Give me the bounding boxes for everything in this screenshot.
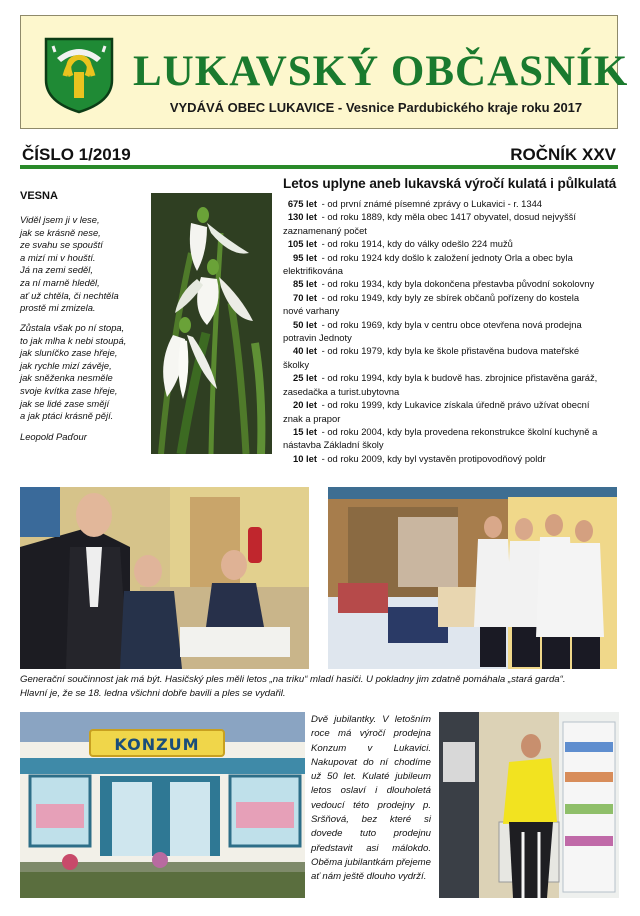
poem-line: Já na zemi seděl, bbox=[20, 264, 93, 276]
poem-line: jak se lidé zase smějí bbox=[20, 397, 110, 409]
caption-line: Generační součinnost jak má být. Hasičský ples měli letos „na triku“ mladí hasiči. U pokladny jim zdatně pomáhala „stará garda“. bbox=[20, 674, 566, 685]
poem-line: ze svahu se spouští bbox=[20, 239, 103, 251]
anniversary-years: 85 let bbox=[293, 278, 317, 290]
anniversary-line bbox=[283, 344, 619, 357]
anniversary-line bbox=[283, 237, 619, 250]
anniversaries-title: Letos uplyne aneb lukavská výročí kulatá i půlkulatá bbox=[283, 176, 617, 191]
anniversary-line bbox=[283, 197, 619, 210]
anniversary-line bbox=[283, 277, 619, 290]
anniversary-text: potravin Jednoty bbox=[283, 332, 352, 344]
poem-stanza-1 bbox=[20, 214, 150, 315]
anniversary-years: 50 let bbox=[293, 318, 317, 330]
anniversary-text: - od roku 1924 kdy došlo k založení jednoty Orla a obec byla bbox=[319, 251, 573, 263]
anniversary-line bbox=[283, 398, 619, 411]
poem-line: svoje kvítka zase hřeje, bbox=[20, 384, 118, 396]
anniversary-line bbox=[283, 452, 619, 465]
anniversary-years: 20 let bbox=[293, 399, 317, 411]
poem-line: jak sluníčko zase hřeje, bbox=[20, 347, 118, 359]
coat-of-arms-icon bbox=[43, 36, 115, 114]
anniversary-text: znak a prapor bbox=[283, 412, 341, 424]
poem-line: to jak mlha k nebi stoupá, bbox=[20, 334, 127, 346]
anniversary-line bbox=[283, 210, 619, 223]
poem-line: jak sněženka nesměle bbox=[20, 372, 113, 384]
anniversary-years: 10 let bbox=[293, 452, 317, 464]
anniversary-years: 70 let bbox=[293, 291, 317, 303]
anniversary-line bbox=[283, 331, 619, 344]
anniversary-line bbox=[283, 304, 619, 317]
konzum-article: Dvě jubilantky. V letošním roce má výročí prodejna Konzum v Lukavici. Nakupovat do ní chodíme už 50 let. Kulaté jubileum letos oslaví i dlouholetá vedoucí této prodejny p. Sršňová, bez které si dovede tuto prodejnu představit asi málokdo. Oběma jubilantkám přejeme ať nám ještě dlouho vydrží. bbox=[311, 714, 431, 883]
anniversary-text: zasedačka a turist.ubytovna bbox=[283, 385, 400, 397]
anniversary-line bbox=[283, 358, 619, 371]
anniversary-text: - od roku 1889, kdy měla obec 1417 obyvatel, dosud nejvyšší bbox=[319, 211, 576, 223]
anniversary-text: - od roku 1914, kdy do války odešlo 224 mužů bbox=[319, 238, 513, 250]
anniversary-line bbox=[283, 224, 619, 237]
anniversary-line bbox=[283, 438, 619, 451]
issue-number: ČÍSLO 1/2019 bbox=[22, 145, 131, 164]
shop-interior-photo bbox=[439, 712, 619, 898]
anniversary-line bbox=[283, 425, 619, 438]
poem-line: ať už chtěla, či nechtěla bbox=[20, 289, 119, 301]
poem-title: VESNA bbox=[20, 190, 58, 202]
header-divider bbox=[20, 165, 618, 169]
poem-line: a jak ptáci krásně pějí. bbox=[20, 410, 114, 422]
volume-number: ROČNÍK XXV bbox=[510, 145, 616, 164]
anniversary-years: 25 let bbox=[293, 372, 317, 384]
konzum-sign: KONZUM bbox=[114, 735, 200, 754]
anniversary-years: 130 let bbox=[287, 211, 317, 223]
poem-line: Viděl jsem ji v lese, bbox=[20, 214, 100, 225]
anniversary-text: - od první známé písemné zprávy o Lukavici - r. 1344 bbox=[319, 198, 543, 209]
anniversary-years: 105 let bbox=[287, 238, 317, 250]
anniversary-years: 15 let bbox=[293, 425, 317, 437]
poem-line: jak rychle mizí závěje, bbox=[20, 359, 112, 371]
anniversary-line bbox=[283, 264, 619, 277]
anniversary-text: nové varhany bbox=[283, 305, 340, 317]
ball-photo-caption bbox=[20, 673, 620, 701]
masthead bbox=[20, 15, 629, 129]
anniversaries-list bbox=[283, 197, 619, 465]
anniversary-text: - od roku 2004, kdy byla provedena rekonstrukce školní kuchyně a bbox=[319, 425, 598, 437]
anniversary-years: 95 let bbox=[293, 251, 317, 263]
poem-stanza-2 bbox=[20, 322, 150, 423]
anniversary-text: školky bbox=[283, 358, 310, 370]
anniversary-text: - od roku 1994, kdy byla k budově has. zbrojnice přistavěna garáž, bbox=[319, 372, 598, 384]
anniversary-text: - od roku 1934, kdy byla dokončena přestavba původní sokolovny bbox=[319, 278, 595, 290]
anniversary-line bbox=[283, 385, 619, 398]
anniversary-line bbox=[283, 251, 619, 264]
anniversary-text: - od roku 1999, kdy Lukavice získala úředně právo užívat obecní bbox=[319, 399, 590, 411]
caption-line: Hlavní je, že se 18. ledna všichni dobře bavili a ples se vydařil. bbox=[20, 688, 286, 699]
poem-line: a mizí mi v houští. bbox=[20, 251, 96, 263]
anniversary-text: zaznamenaný počet bbox=[283, 224, 367, 236]
konzum-store-photo bbox=[20, 712, 305, 898]
poem-line: prostě mi zmizela. bbox=[20, 302, 96, 314]
firemen-photo bbox=[20, 487, 309, 669]
ball-raffle-photo bbox=[328, 487, 617, 669]
poem-line: za ní marně hleděl, bbox=[20, 276, 100, 288]
poem-line: Zůstala však po ní stopa, bbox=[20, 322, 125, 333]
poem-author: Leopold Paďour bbox=[20, 431, 87, 442]
newsletter-subtitle: VYDÁVÁ OBEC LUKAVICE - Vesnice Pardubického kraje roku 2017 bbox=[169, 100, 583, 115]
snowdrop-photo bbox=[151, 193, 272, 454]
newsletter-title: LUKAVSKÝ OBČASNÍK bbox=[133, 48, 629, 95]
anniversary-line bbox=[283, 318, 619, 331]
anniversary-text: - od roku 2009, kdy byl vystavěn protipovodňový poldr bbox=[319, 452, 546, 464]
anniversary-text: elektrifikována bbox=[283, 265, 343, 277]
anniversary-text: - od roku 1949, kdy byly ze sbírek občanů pořízeny do kostela bbox=[319, 291, 580, 303]
anniversary-years: 675 let bbox=[287, 198, 317, 209]
anniversary-text: - od roku 1979, kdy byla ke škole přistavěna budova mateřské bbox=[319, 345, 580, 357]
anniversary-line bbox=[283, 371, 619, 384]
anniversary-text: nástavba Základní školy bbox=[283, 439, 384, 451]
poem-line: jak se krásně nese, bbox=[20, 226, 101, 238]
anniversary-years: 40 let bbox=[293, 345, 317, 357]
anniversary-line bbox=[283, 291, 619, 304]
anniversary-text: - od roku 1969, kdy byla v centru obce otevřena nová prodejna bbox=[319, 318, 582, 330]
anniversary-line bbox=[283, 412, 619, 425]
